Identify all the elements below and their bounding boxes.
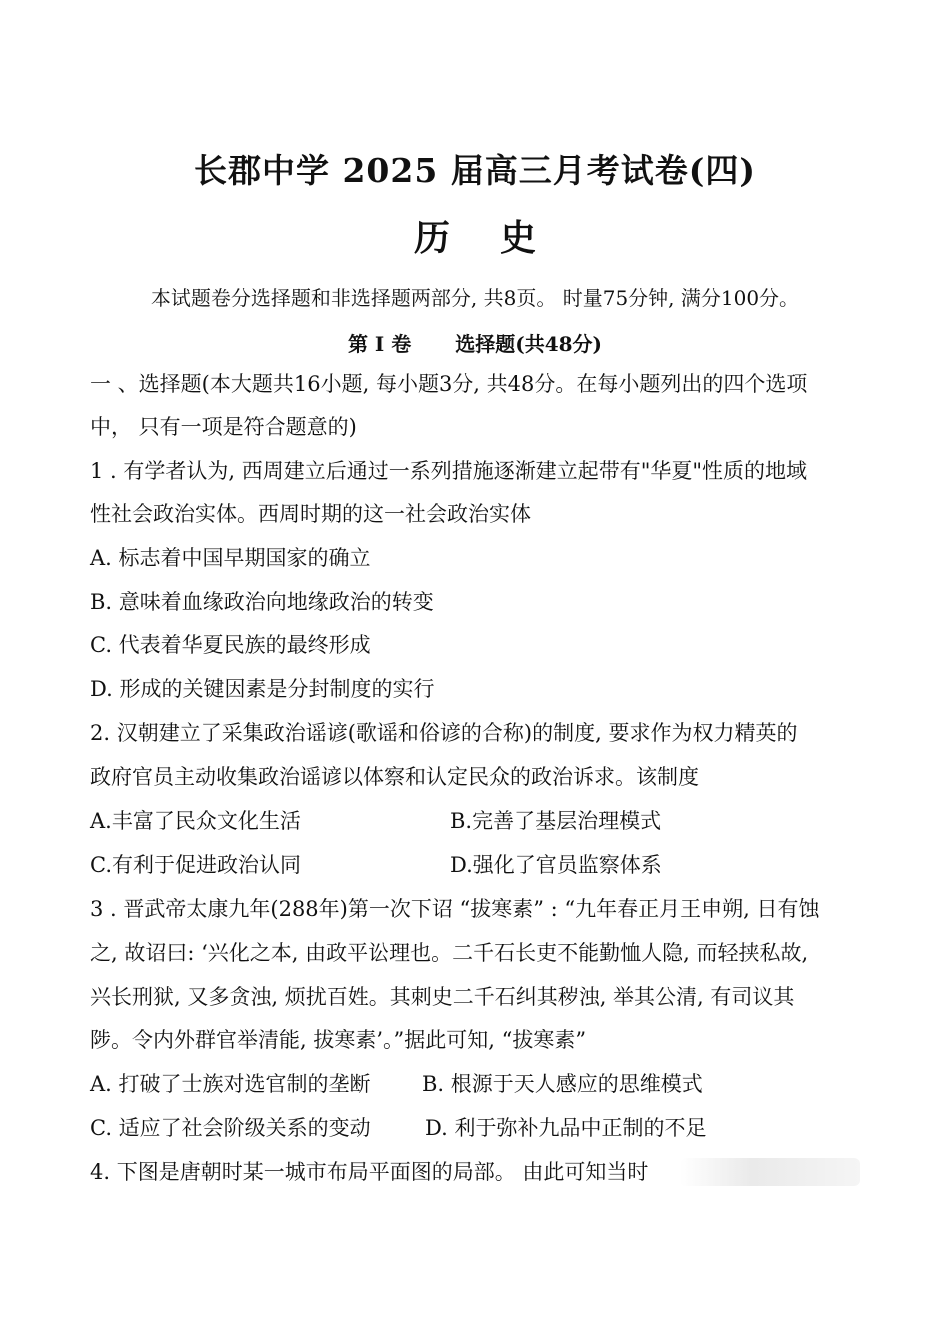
q1-option-b: B. 意味着血缘政治向地缘政治的转变 — [90, 590, 434, 614]
q1-option-c: C. 代表着华夏民族的最终形成 — [90, 633, 371, 657]
scan-smudge — [680, 1158, 860, 1186]
q2-option-d: D.强化了官员监察体系 — [450, 853, 662, 877]
q3-stem-line-3: 兴长刑狱, 又多贪浊, 烦扰百姓。其刺史二千石纠其秽浊, 举其公清, 有司议其 — [90, 985, 795, 1009]
q3-stem-line-1: 3 . 晋武帝太康九年(288年)第一次下诏 “拔寒素” : “九年春正月王申朔, 日有蚀 — [90, 897, 820, 921]
q2-option-c: C.有利于促进政治认同 — [90, 853, 301, 877]
instructions-line-2: 中， 只有一项是符合题意的) — [90, 415, 357, 439]
q3-option-a: A. 打破了士族对选官制的垄断 — [90, 1072, 371, 1096]
q1-stem-line-2: 性社会政治实体。西周时期的这一社会政治实体 — [90, 502, 531, 526]
section-name: 选择题(共48分) — [455, 332, 603, 356]
q3-stem-line-4: 陟。令内外群官举清能, 拔寒素’。”据此可知, “拔寒素” — [90, 1028, 587, 1052]
subject-title: 历史 — [413, 217, 586, 259]
q3-option-c: C. 适应了社会阶级关系的变动 — [90, 1116, 371, 1140]
q3-option-d: D. 利于弥补九品中正制的不足 — [425, 1116, 707, 1140]
q1-option-d: D. 形成的关键因素是分封制度的实行 — [90, 677, 435, 701]
q2-stem-line-2: 政府官员主动收集政治谣谚以体察和认定民众的政治诉求。该制度 — [90, 765, 699, 789]
q3-stem-line-2: 之, 故诏曰: ‘兴化之本, 由政平讼理也。二千石长吏不能勤恤人隐, 而轻挟私故, — [90, 941, 809, 965]
section-heading — [0, 328, 950, 357]
instructions-line-1: 一 、选择题(本大题共16小题, 每小题3分, 共48分。在每小题列出的四个选项 — [90, 372, 808, 396]
q2-option-a: A.丰富了民众文化生活 — [90, 809, 301, 833]
exam-title: 长郡中学 2025 届高三月考试卷(四) — [193, 151, 757, 190]
exam-intro: 本试题卷分选择题和非选择题两部分, 共8页。 时量75分钟, 满分100分。 — [150, 286, 800, 310]
q2-option-b: B.完善了基层治理模式 — [450, 809, 662, 833]
q1-option-a: A. 标志着中国早期国家的确立 — [90, 546, 371, 570]
q1-stem-line-1: 1 . 有学者认为, 西周建立后通过一系列措施逐渐建立起带有"华夏"性质的地域 — [90, 459, 808, 483]
q2-stem-line-1: 2. 汉朝建立了采集政治谣谚(歌谣和俗谚的合称)的制度, 要求作为权力精英的 — [90, 721, 798, 745]
q4-stem-line-1: 4. 下图是唐朝时某一城市布局平面图的局部。 由此可知当时 — [90, 1160, 649, 1184]
section-part: 第 I 卷 — [347, 332, 412, 356]
q3-option-b: B. 根源于天人感应的思维模式 — [422, 1072, 703, 1096]
